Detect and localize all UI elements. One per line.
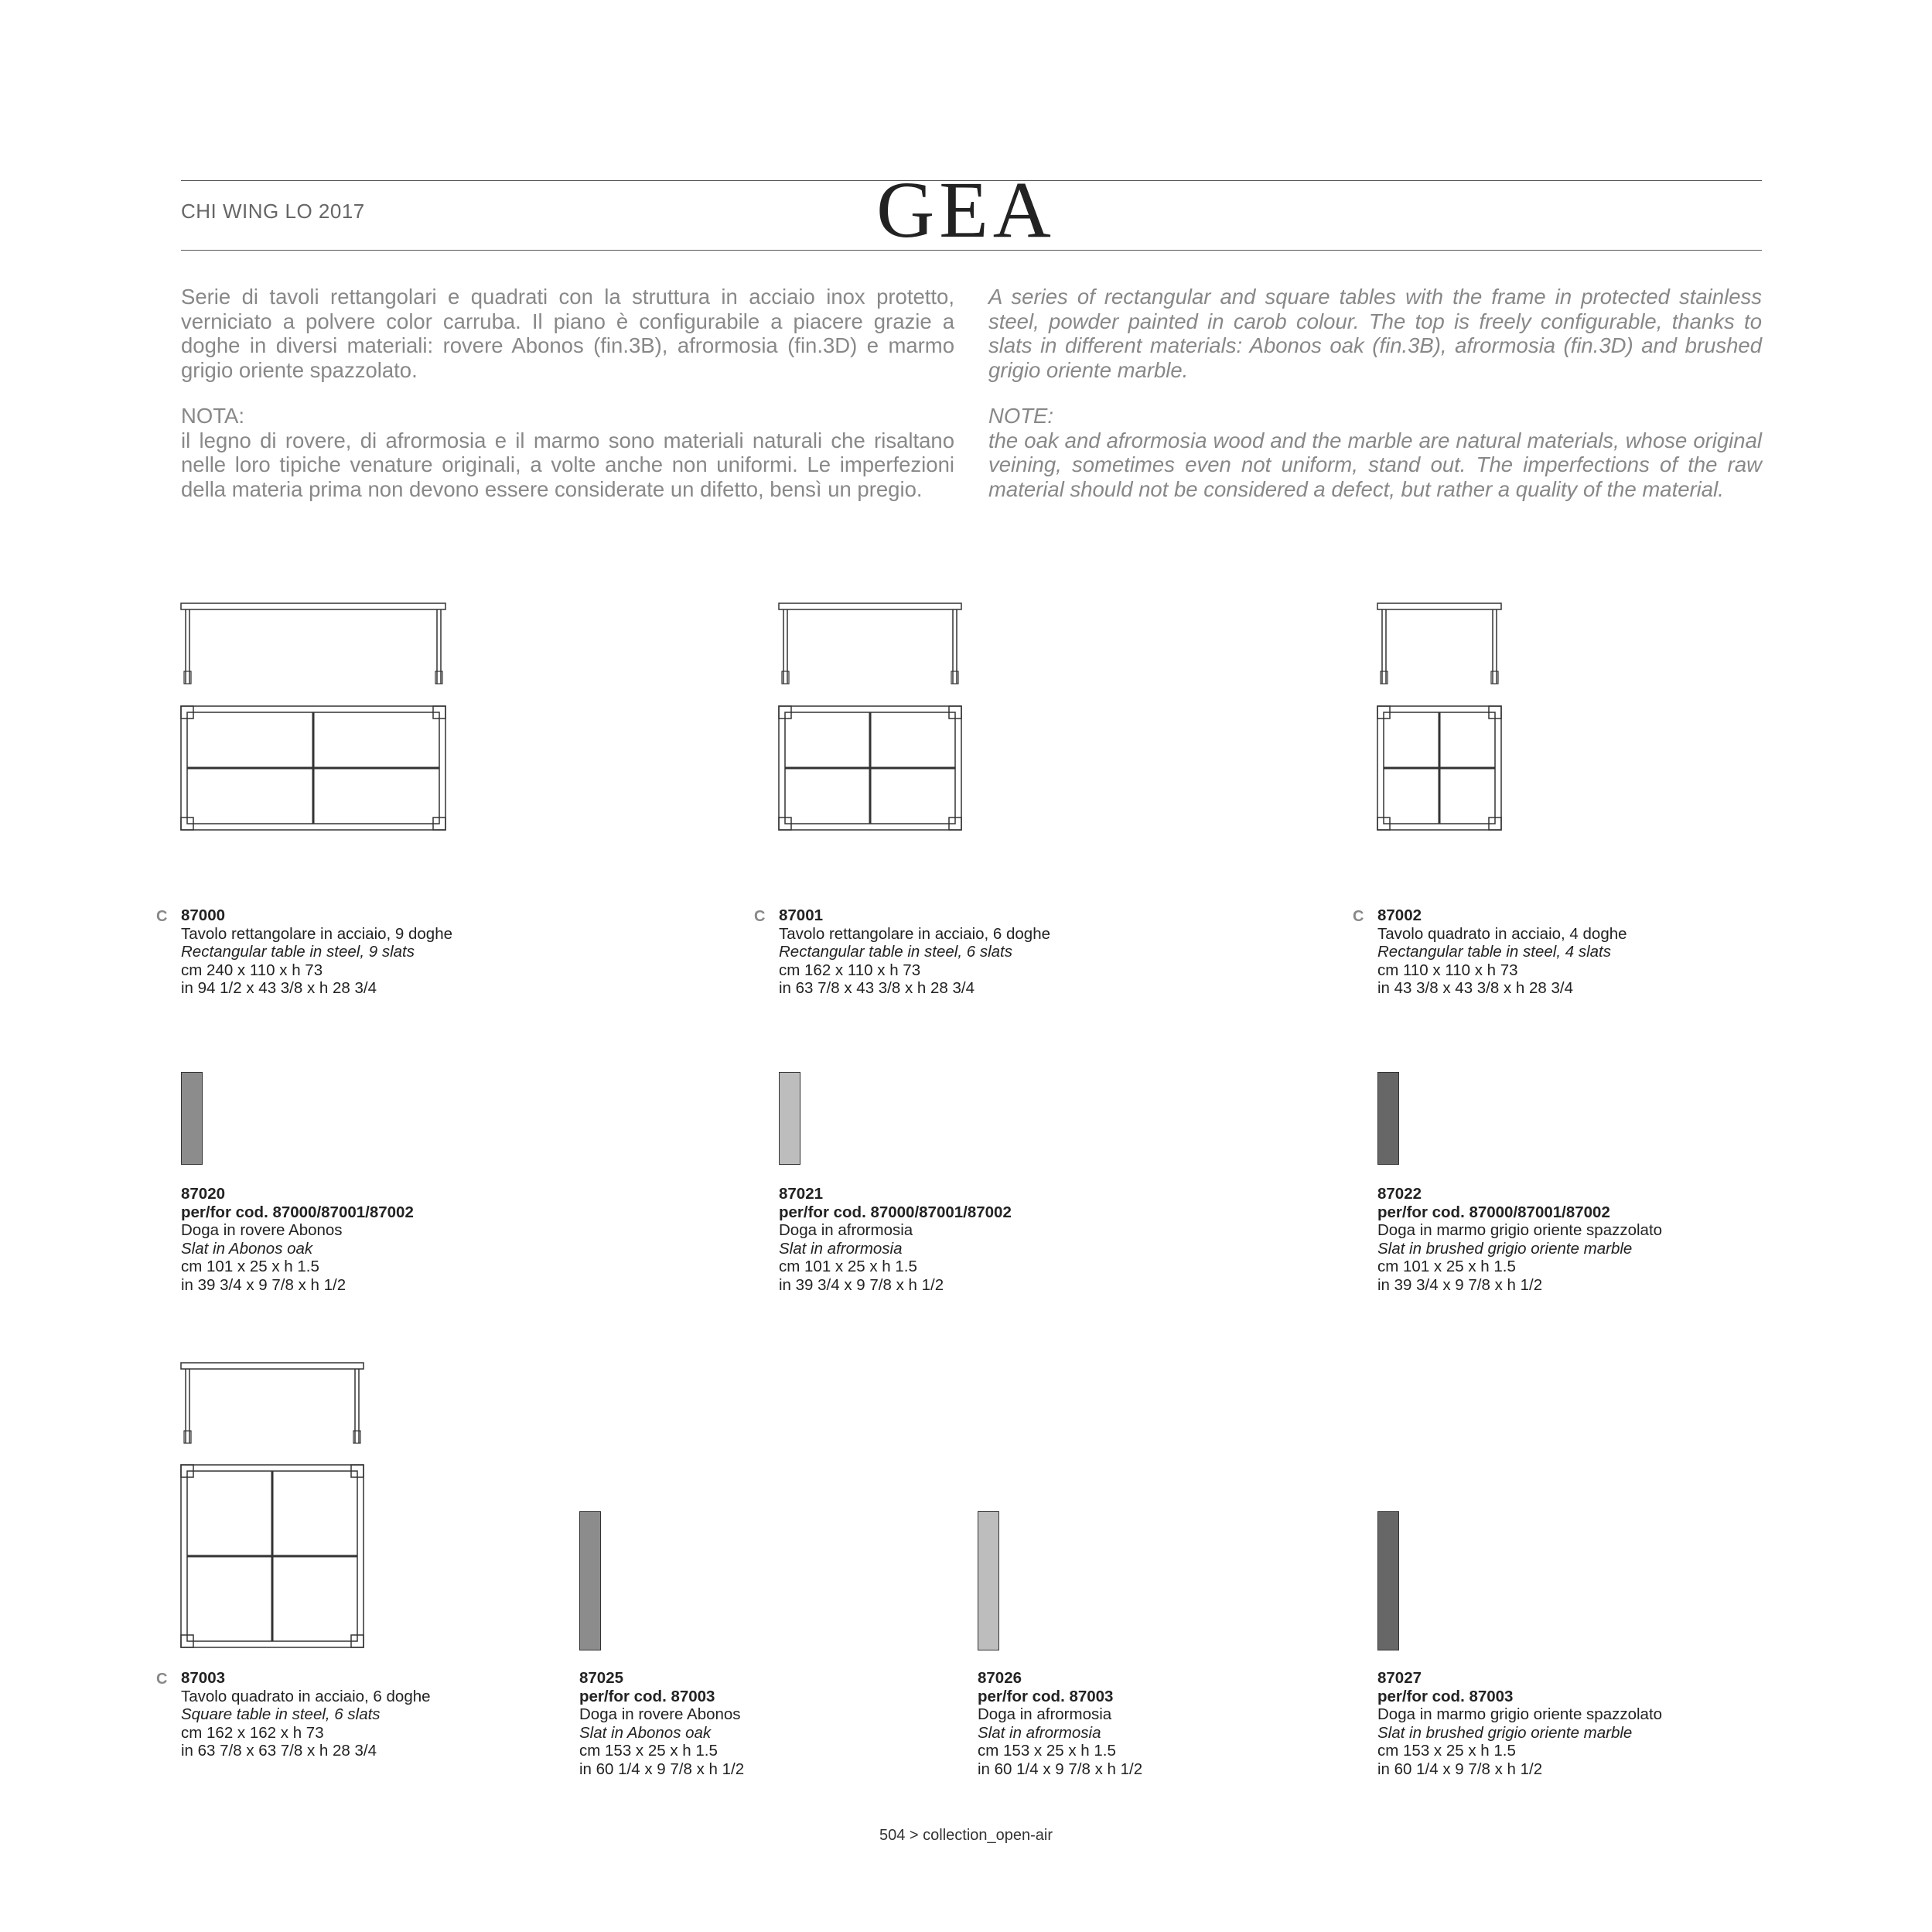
table-87003-elevation (181, 1363, 364, 1448)
table-87001-elevation (779, 603, 961, 688)
slat-swatch-87020 (181, 1072, 203, 1165)
intro-italian (181, 285, 954, 501)
collection-mark: C (156, 908, 168, 925)
table-87002-elevation (1377, 603, 1501, 688)
collection-mark: C (1353, 908, 1364, 925)
collection-mark: C (754, 908, 766, 925)
dimensions-cm: cm 162 x 110 x h 73 (779, 961, 921, 979)
slat-item-87020 (181, 1185, 414, 1294)
table-87003-plan (181, 1465, 364, 1647)
dimensions-in: in 39 3/4 x 9 7/8 x h 1/2 (779, 1275, 944, 1294)
description-it: Tavolo rettangolare in acciaio, 6 doghe (779, 924, 1051, 943)
dimensions-in: in 63 7/8 x 43 3/8 x h 28 3/4 (779, 979, 975, 997)
intro-english (988, 285, 1762, 501)
header-bottom-rule (181, 250, 1762, 251)
dimensions-in: in 94 1/2 x 43 3/8 x h 28 3/4 (181, 979, 377, 997)
designer-credit: CHI WING LO 2017 (181, 200, 365, 223)
collection-mark: C (156, 1671, 168, 1688)
product-code: 87022 (1377, 1185, 1422, 1203)
page-footer: 504 > collection_open-air (879, 1827, 1053, 1844)
dimensions-cm: cm 153 x 25 x h 1.5 (579, 1742, 718, 1760)
dimensions-in: in 43 3/8 x 43 3/8 x h 28 3/4 (1377, 979, 1574, 997)
table-item-87000 (181, 906, 452, 998)
dimensions-cm: cm 153 x 25 x h 1.5 (978, 1742, 1116, 1760)
compatible-codes: per/for cod. 87003 (579, 1687, 715, 1705)
slat-swatch-87025 (579, 1511, 601, 1650)
description-en: Slat in Abonos oak (181, 1239, 313, 1258)
dimensions-cm: cm 101 x 25 x h 1.5 (181, 1258, 319, 1275)
description-en: Slat in brushed grigio oriente marble (1377, 1239, 1633, 1258)
dimensions-cm: cm 153 x 25 x h 1.5 (1377, 1742, 1516, 1760)
dimensions-in: in 60 1/4 x 9 7/8 x h 1/2 (978, 1760, 1143, 1778)
description-it: Doga in marmo grigio oriente spazzolato (1377, 1705, 1663, 1723)
dimensions-cm: cm 240 x 110 x h 73 (181, 961, 323, 979)
description-en: Slat in brushed grigio oriente marble (1377, 1723, 1633, 1742)
slat-item-87022 (1377, 1185, 1662, 1294)
table-item-87001 (779, 906, 1050, 998)
page-title: GEA (876, 166, 1056, 254)
product-code: 87027 (1377, 1669, 1422, 1687)
dimensions-cm: cm 101 x 25 x h 1.5 (1377, 1258, 1516, 1275)
intro-it-note-label: NOTA: (181, 404, 244, 428)
description-en: Square table in steel, 6 slats (181, 1705, 381, 1723)
slat-item-87021 (779, 1185, 1012, 1294)
slat-swatch-87026 (978, 1511, 999, 1650)
description-en: Rectangular table in steel, 6 slats (779, 943, 1012, 961)
table-87002-plan (1377, 706, 1501, 830)
intro-en-note: the oak and afrormosia wood and the marble are natural materials, whose original veining, sometimes even not uniform, stand out. The imperfections of the raw material should not be considered a defect, but rather a quality of the material. (988, 428, 1762, 501)
product-code: 87020 (181, 1185, 226, 1203)
slat-item-87026 (978, 1669, 1142, 1778)
description-it: Tavolo quadrato in acciaio, 6 doghe (181, 1687, 431, 1705)
intro-en-paragraph: A series of rectangular and square tables with the frame in protected stainless steel, powder painted in carob colour. The top is freely configurable, thanks to slats in different materials: Abonos oak (fin.3B), afrormosia (fin.3D) and brushed grigio oriente marble. (988, 285, 1762, 382)
description-it: Doga in rovere Abonos (579, 1705, 741, 1723)
slat-item-87025 (579, 1669, 744, 1778)
description-it: Tavolo rettangolare in acciaio, 9 doghe (181, 924, 453, 943)
dimensions-cm: cm 101 x 25 x h 1.5 (779, 1258, 917, 1275)
dimensions-cm: cm 110 x 110 x h 73 (1377, 961, 1518, 979)
description-it: Tavolo quadrato in acciaio, 4 doghe (1377, 924, 1627, 943)
product-code: 87001 (779, 906, 824, 924)
product-code: 87003 (181, 1669, 226, 1687)
dimensions-in: in 39 3/4 x 9 7/8 x h 1/2 (181, 1275, 346, 1294)
table-87000-elevation (181, 603, 445, 688)
slat-swatch-87022 (1377, 1072, 1399, 1165)
dimensions-in: in 60 1/4 x 9 7/8 x h 1/2 (579, 1760, 745, 1778)
dimensions-in: in 60 1/4 x 9 7/8 x h 1/2 (1377, 1760, 1543, 1778)
description-en: Slat in afrormosia (779, 1239, 903, 1258)
table-87000-plan (181, 706, 445, 830)
description-it: Doga in afrormosia (978, 1705, 1112, 1723)
compatible-codes: per/for cod. 87000/87001/87002 (181, 1203, 414, 1221)
description-en: Slat in Abonos oak (579, 1723, 712, 1742)
dimensions-in: in 39 3/4 x 9 7/8 x h 1/2 (1377, 1275, 1543, 1294)
table-item-87002 (1377, 906, 1627, 998)
description-en: Slat in afrormosia (978, 1723, 1101, 1742)
product-code: 87021 (779, 1185, 824, 1203)
description-en: Rectangular table in steel, 4 slats (1377, 943, 1611, 961)
compatible-codes: per/for cod. 87003 (978, 1687, 1114, 1705)
compatible-codes: per/for cod. 87000/87001/87002 (1377, 1203, 1610, 1221)
product-code: 87000 (181, 906, 226, 924)
slat-item-87027 (1377, 1669, 1662, 1778)
intro-en-note-label: NOTE: (988, 404, 1054, 428)
compatible-codes: per/for cod. 87000/87001/87002 (779, 1203, 1012, 1221)
dimensions-in: in 63 7/8 x 63 7/8 x h 28 3/4 (181, 1742, 377, 1760)
product-code: 87025 (579, 1669, 624, 1687)
slat-swatch-87027 (1377, 1511, 1399, 1650)
product-code: 87002 (1377, 906, 1422, 924)
intro-it-paragraph: Serie di tavoli rettangolari e quadrati con la struttura in acciaio inox protetto, verniciato a polvere color carruba. Il piano è configurabile a piacere grazie a doghe in diversi materiali: rovere Abonos (fin.3B), afrormosia (fin.3D) e marmo grigio oriente spazzolato. (181, 285, 954, 382)
slat-swatch-87021 (779, 1072, 800, 1165)
description-it: Doga in afrormosia (779, 1221, 913, 1239)
product-code: 87026 (978, 1669, 1022, 1687)
description-it: Doga in rovere Abonos (181, 1221, 343, 1239)
table-87001-plan (779, 706, 961, 830)
description-en: Rectangular table in steel, 9 slats (181, 943, 415, 961)
table-item-87003 (181, 1669, 431, 1760)
compatible-codes: per/for cod. 87003 (1377, 1687, 1514, 1705)
dimensions-cm: cm 162 x 162 x h 73 (181, 1723, 324, 1742)
description-it: Doga in marmo grigio oriente spazzolato (1377, 1221, 1663, 1239)
intro-it-note: il legno di rovere, di afrormosia e il marmo sono materiali naturali che risaltano nelle loro tipiche venature originali, a volte anche non uniformi. Le imperfezioni della materia prima non devono essere considerate un difetto, bensì un pregio. (181, 428, 954, 501)
